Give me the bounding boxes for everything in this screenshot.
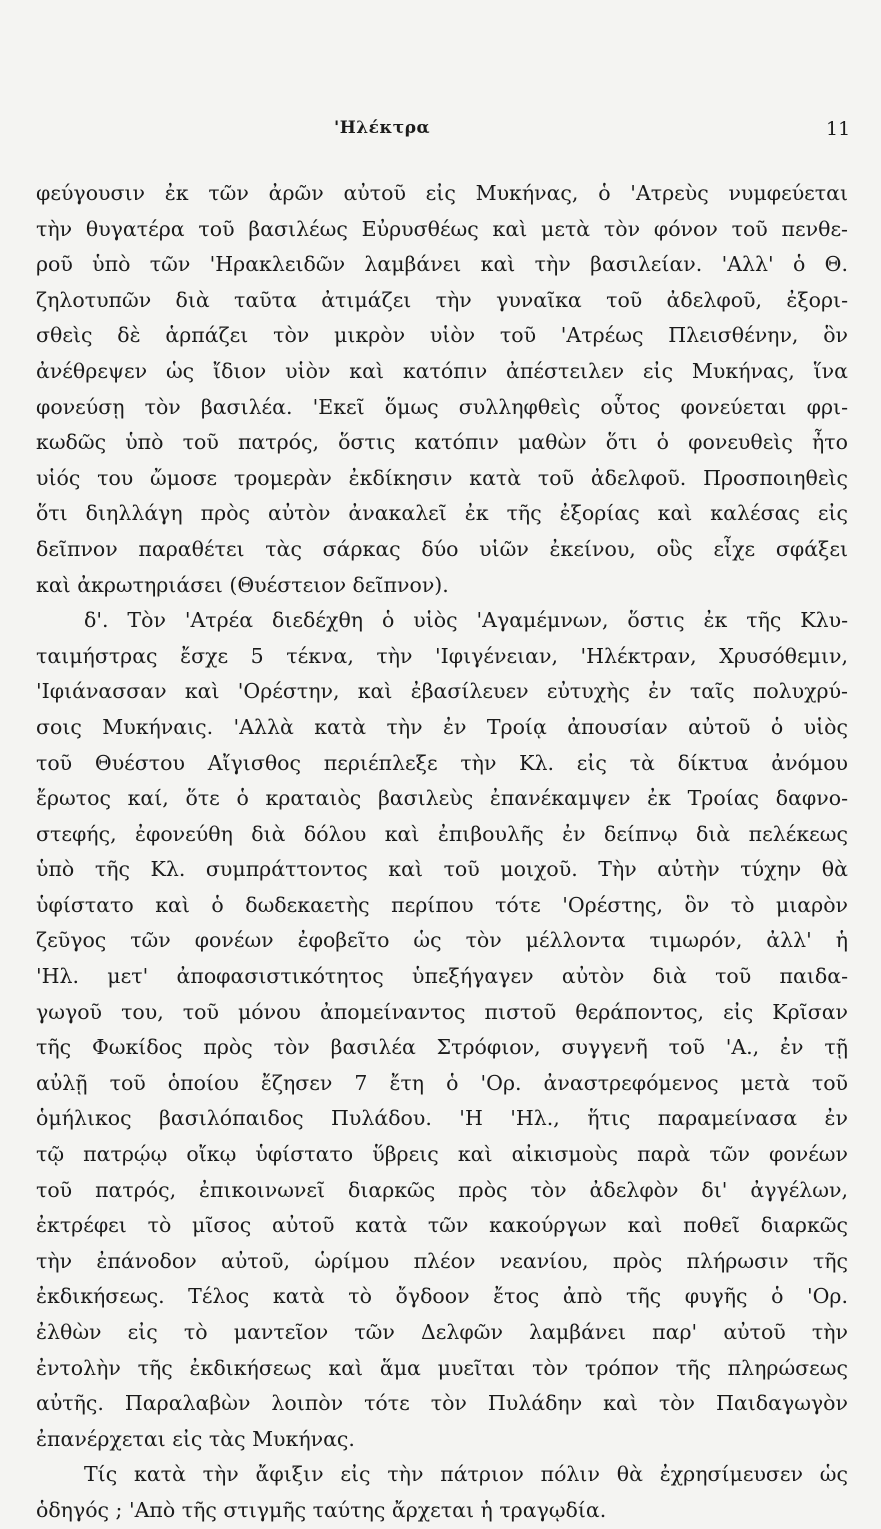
running-head <box>0 118 881 148</box>
text-line: στεφής, ἐφονεύθη διὰ δόλου καὶ ἐπιβουλῆς ἐν δείπνῳ διὰ πελέκεως <box>36 821 848 846</box>
text-line: σοις Μυκήναις. 'Αλλὰ κατὰ τὴν ἐν Τροίᾳ ἀπουσίαν αὐτοῦ ὁ υἱὸς <box>36 714 848 739</box>
text-line: τοῦ πατρός, ἐπικοινωνεῖ διαρκῶς πρὸς τὸν ἀδελφὸν δι' ἀγγέλων, <box>36 1177 848 1202</box>
text-line: ροῦ ὑπὸ τῶν 'Ηρακλειδῶν λαμβάνει καὶ τὴν βασιλείαν. 'Αλλ' ὁ Θ. <box>36 252 848 277</box>
text-line: αὐλῇ τοῦ ὁποίου ἔζησεν 7 ἔτη ὁ 'Ορ. ἀναστρεφόμενος μετὰ τοῦ <box>36 1070 848 1095</box>
text-line: ταιμήστρας ἔσχε 5 τέκνα, τὴν 'Ιφιγένειαν, 'Ηλέκτραν, Χρυσόθεμιν, <box>36 643 848 668</box>
text-line: καὶ ἀκρωτηριάσει (Θυέστειον δεῖπνον). <box>36 572 449 597</box>
text-line: ζεῦγος τῶν φονέων ἐφοβεῖτο ὡς τὸν μέλλοντα τιμωρόν, ἀλλ' ἡ <box>36 928 848 953</box>
text-line: υἱός του ὤμοσε τρομερὰν ἐκδίκησιν κατὰ τοῦ ἀδελφοῦ. Προσποιηθεὶς <box>36 465 848 490</box>
text-line: τὴν θυγατέρα τοῦ βασιλέως Εὐρυσθέως καὶ μετὰ τὸν φόνον τοῦ πενθε- <box>36 216 848 241</box>
text-line: ἐκτρέφει τὸ μῖσος αὐτοῦ κατὰ τῶν κακούργων καὶ ποθεῖ διαρκῶς <box>36 1213 848 1238</box>
body-text <box>36 176 848 1529</box>
text-line: κωδῶς ὑπὸ τοῦ πατρός, ὅστις κατόπιν μαθὼν ὅτι ὁ φονευθεὶς ἦτο <box>36 430 848 455</box>
text-line: ἐντολὴν τῆς ἐκδικήσεως καὶ ἅμα μυεῖται τὸν τρόπον τῆς πληρώσεως <box>36 1355 848 1380</box>
text-line: αὐτῆς. Παραλαβὼν λοιπὸν τότε τὸν Πυλάδην καὶ τὸν Παιδαγωγὸν <box>36 1391 848 1416</box>
text-line: τῆς Φωκίδος πρὸς τὸν βασιλέα Στρόφιον, συγγενῆ τοῦ 'Α., ἐν τῇ <box>36 1035 848 1060</box>
text-line: ἐλθὼν εἰς τὸ μαντεῖον τῶν Δελφῶν λαμβάνει παρ' αὐτοῦ τὴν <box>36 1320 848 1344</box>
text-line: γωγοῦ του, τοῦ μόνου ἀπομείναντος πιστοῦ θεράποντος, εἰς Κρῖσαν <box>36 999 848 1024</box>
text-line: τὴν ἐπάνοδον αὐτοῦ, ὡρίμου πλέον νεανίου, πρὸς πλήρωσιν τῆς <box>36 1248 848 1273</box>
text-line: σθεὶς δὲ ἁρπάζει τὸν μικρὸν υἱὸν τοῦ 'Ατρέως Πλεισθένην, ὃν <box>36 323 848 348</box>
text-line: τῷ πατρῴῳ οἴκῳ ὑφίστατο ὕβρεις καὶ αἰκισμοὺς παρὰ τῶν φονέων <box>36 1142 848 1167</box>
text-line: ὅτι διηλλάγη πρὸς αὐτὸν ἀνακαλεῖ ἐκ τῆς ἐξορίας καὶ καλέσας εἰς <box>36 501 848 526</box>
text-line: δεῖπνον παραθέτει τὰς σάρκας δύο υἱῶν ἐκείνου, οὓς εἶχε σφάξει <box>36 536 848 561</box>
text-line: φονεύσῃ τὸν βασιλέα. 'Εκεῖ ὅμως συλληφθεὶς οὗτος φονεύεται φρι- <box>36 394 848 419</box>
text-line: ὑπὸ τῆς Κλ. συμπράττοντος καὶ τοῦ μοιχοῦ. Τὴν αὐτὴν τύχην θὰ <box>36 857 848 882</box>
text-line: τοῦ Θυέστου Αἴγισθος περιέπλεξε τὴν Κλ. εἰς τὰ δίκτυα ἀνόμου <box>36 750 848 775</box>
text-line: Τίς κατὰ τὴν ἄφιξιν εἰς τὴν πάτριον πόλιν θὰ ἐχρησίμευσεν ὡς <box>84 1462 848 1487</box>
text-line: ὑφίστατο καὶ ὁ δωδεκαετὴς περίπου τότε 'Ορέστης, ὃν τὸ μιαρὸν <box>36 892 848 917</box>
text-line: 'Ιφιάνασσαν καὶ 'Ορέστην, καὶ ἐβασίλευεν εὐτυχὴς ἐν ταῖς πολυχρύ- <box>36 679 848 704</box>
page-number: 11 <box>826 118 851 140</box>
text-line: ὁμήλικος βασιλόπαιδος Πυλάδου. 'Η 'Ηλ., ἥτις παραμείνασα ἐν <box>36 1106 848 1131</box>
text-line: 'Ηλ. μετ' ἀποφασιστικότητος ὑπεξήγαγεν αὐτὸν διὰ τοῦ παιδα- <box>36 964 848 989</box>
text-line: ἐκδικήσεως. Τέλος κατὰ τὸ ὄγδοον ἔτος ἀπὸ τῆς φυγῆς ὁ 'Ορ. <box>36 1284 848 1309</box>
text-line: δ'. Τὸν 'Ατρέα διεδέχθη ὁ υἱὸς 'Αγαμέμνων, ὅστις ἐκ τῆς Κλυ- <box>84 608 848 633</box>
running-title: 'Ηλέκτρα <box>334 118 431 138</box>
text-line: ζηλοτυπῶν διὰ ταῦτα ἀτιμάζει τὴν γυναῖκα τοῦ ἀδελφοῦ, ἐξορι- <box>36 287 848 312</box>
text-line: ἔρωτος καί, ὅτε ὁ κραταιὸς βασιλεὺς ἐπανέκαμψεν ἐκ Τροίας δαφνο- <box>36 786 848 811</box>
text-line: ἀνέθρεψεν ὡς ἴδιον υἱὸν καὶ κατόπιν ἀπέστειλεν εἰς Μυκήνας, ἵνα <box>36 358 848 383</box>
text-line: ὁδηγός ; 'Απὸ τῆς στιγμῆς ταύτης ἄρχεται ἡ τραγῳδία. <box>36 1497 607 1522</box>
text-line: ἐπανέρχεται εἰς τὰς Μυκήνας. <box>36 1426 355 1451</box>
text-line: φεύγουσιν ἐκ τῶν ἀρῶν αὐτοῦ εἰς Μυκήνας, ὁ 'Ατρεὺς νυμφεύεται <box>36 181 848 205</box>
